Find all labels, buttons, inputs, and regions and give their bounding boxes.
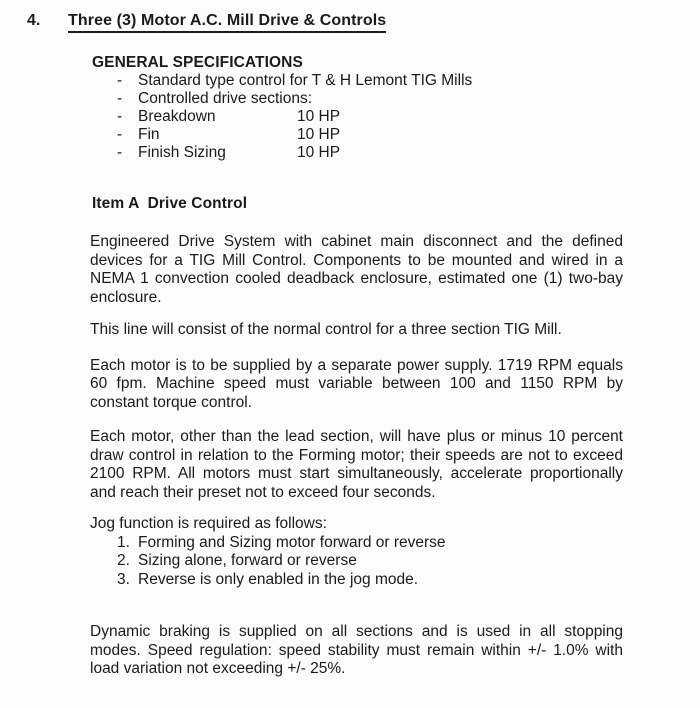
section-title: Three (3) Motor A.C. Mill Drive & Controls — [68, 12, 386, 33]
jog-list — [117, 534, 700, 590]
item-a-heading: Item A Drive Control — [92, 195, 248, 212]
spec-text: Controlled drive sections: — [138, 90, 313, 107]
spec-row — [117, 144, 700, 162]
jog-list-item — [117, 571, 700, 590]
spec-text: Finish Sizing — [138, 144, 226, 161]
spec-value: 10 HP — [297, 144, 341, 161]
paragraph-motor-power-supply: Each motor is to be supplied by a separate power supply. 1719 RPM equals 60 fpm. Machine speed must variable between 100 and 1150 RPM by constant torque control. — [90, 356, 623, 411]
dash-bullet: - — [117, 144, 123, 161]
spec-row — [117, 72, 700, 90]
section-number: 4. — [27, 12, 41, 29]
spec-row — [117, 90, 700, 108]
paragraph-engineered-drive-system: Engineered Drive System with cabinet main disconnect and the defined devices for a TIG Mill Control. Components to be mounted and wired in a NEMA 1 convection cooled deadback enclosure, estimated one (1) two-bay enclosure. — [90, 233, 623, 306]
spec-list — [117, 72, 700, 162]
section-header — [27, 0, 700, 33]
list-number: 2. — [117, 552, 130, 569]
list-text: Sizing alone, forward or reverse — [138, 552, 357, 569]
list-number: 1. — [117, 533, 130, 551]
spec-text: Breakdown — [138, 108, 216, 125]
list-text: Forming and Sizing motor forward or reverse — [138, 533, 446, 551]
spec-row — [117, 108, 700, 126]
dash-bullet: - — [117, 108, 123, 125]
paragraph-draw-control: Each motor, other than the lead section, will have plus or minus 10 percent draw control in relation to the Forming motor; their speeds are not to exceed 2100 RPM. All motors must start simultaneously, accelerate proportionally and reach their preset not to exceed four seconds. — [90, 428, 623, 501]
spec-text: Standard type control for T & H Lemont TIG Mills — [138, 72, 473, 89]
paragraph-dynamic-braking: Dynamic braking is supplied on all sections and is used in all stopping modes. Speed regulation: speed stability must remain within +/- 1.0% with load variation not exceeding +/- 25%. — [90, 623, 623, 677]
spec-text: Fin — [138, 126, 160, 143]
jog-function-intro: Jog function is required as follows: — [90, 515, 327, 532]
spec-row — [117, 126, 700, 144]
spec-value: 10 HP — [297, 126, 341, 143]
dash-bullet: - — [117, 72, 123, 89]
list-text: Reverse is only enabled in the jog mode. — [138, 570, 419, 588]
paragraph-line-consist: This line will consist of the normal control for a three section TIG Mill. — [90, 321, 562, 338]
jog-list-item — [117, 534, 700, 553]
general-specifications-heading: GENERAL SPECIFICATIONS — [92, 54, 303, 71]
spec-value: 10 HP — [297, 108, 341, 125]
dash-bullet: - — [117, 90, 123, 107]
dash-bullet: - — [117, 126, 123, 143]
list-number: 3. — [117, 570, 130, 588]
jog-list-item — [117, 552, 700, 571]
